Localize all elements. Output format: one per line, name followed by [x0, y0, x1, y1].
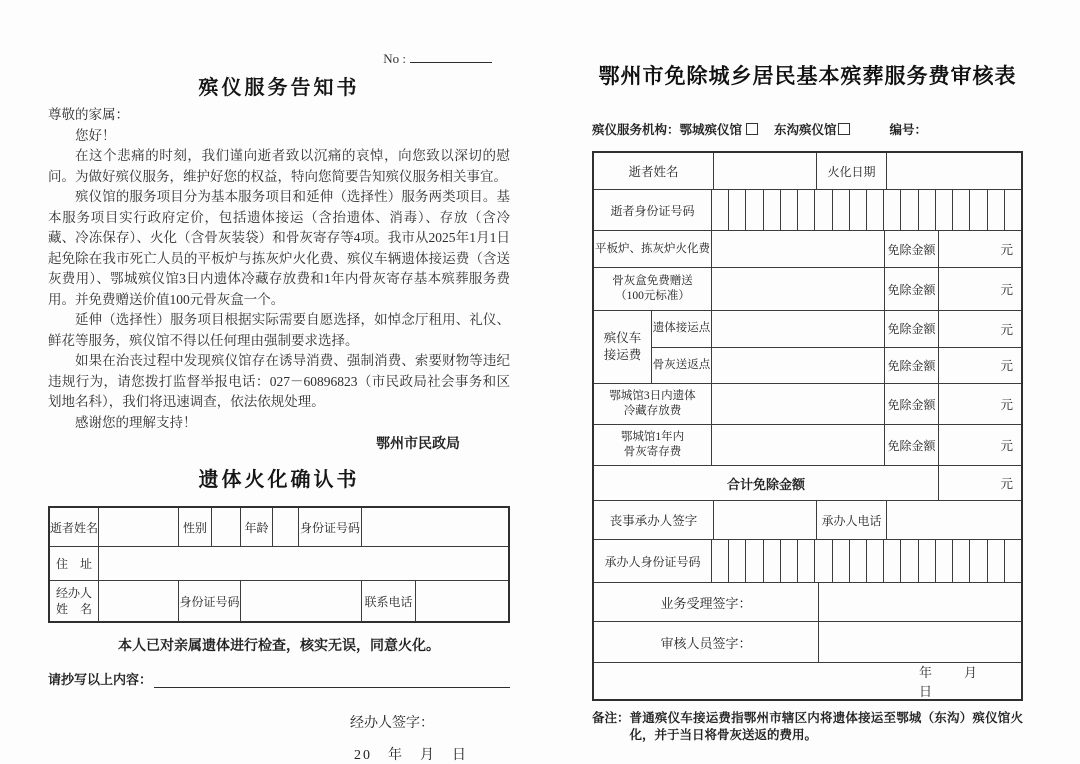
- id-digit-cell[interactable]: [781, 540, 798, 582]
- exempt-amount-label: 免除金额: [885, 348, 939, 384]
- urn-gift-label: [594, 268, 712, 310]
- cremation-date-cell[interactable]: [887, 153, 1021, 189]
- fee-blank-cell[interactable]: [712, 425, 885, 465]
- acceptance-sign-label: 业务受理签字：: [594, 583, 819, 621]
- id-digit-cell[interactable]: [712, 540, 729, 582]
- copy-content-label: 请抄写以上内容：: [48, 672, 153, 687]
- doc-number-blank[interactable]: [410, 50, 492, 63]
- id-digit-cell[interactable]: [884, 540, 901, 582]
- undertaker-sign-label: 丧事承办人签字: [594, 501, 714, 539]
- id-digit-cell[interactable]: [919, 540, 936, 582]
- fee-row: [594, 384, 1021, 425]
- reviewer-sign-cell[interactable]: [819, 622, 1021, 662]
- table-row: [50, 508, 508, 547]
- fee-row: [594, 231, 1021, 268]
- id-digit-cell[interactable]: [867, 540, 884, 582]
- id-number-label: 身份证号码: [299, 508, 362, 546]
- table-row: [594, 190, 1021, 231]
- transport-fee-rows: [594, 311, 1021, 384]
- fee-blank-cell[interactable]: [712, 348, 885, 384]
- notice-paragraph: 殡仪馆的服务项目分为基本服务项目和延伸（选择性）服务两类项目。基本服务项目实行政府定价，包括遗体接运（含抬遗体、消毒）、存放（含冷藏、冷冻保存）、火化（含骨灰装袋）和骨灰寄存等4项。我市从2025年1月1日起免除在我市死亡人员的平板炉与拣灰炉火化费、殡仪车辆遗体接运费（含送灰费用）、鄂城殡仪馆3日内遗体冷藏存放费和1年内骨灰寄存基本殡葬服务费用。并免费赠送价值100元骨灰盒一个。: [48, 189, 510, 307]
- id-digit-cell[interactable]: [919, 190, 936, 230]
- fee-label-line1: 鄂城馆3日内遗体: [609, 390, 696, 403]
- review-page: [540, 0, 1080, 764]
- hearse-label-line1: 殡仪车: [603, 330, 642, 345]
- id-digit-cell[interactable]: [781, 190, 798, 230]
- amount-cell[interactable]: [939, 384, 1021, 424]
- id-digit-cell[interactable]: [901, 190, 918, 230]
- yuan-unit: 元: [1000, 243, 1013, 257]
- review-table: [592, 151, 1023, 701]
- fee-label-line2: 冷藏存放费: [623, 405, 682, 417]
- notice-title: 殡仪服务告知书: [198, 77, 360, 99]
- ashes-return-label: 骨灰送返点: [652, 348, 712, 384]
- fee-row: [594, 425, 1021, 466]
- fee-blank-cell[interactable]: [712, 268, 885, 310]
- table-row: [50, 547, 508, 581]
- remark: [592, 710, 1023, 744]
- deceased-name-label: 逝者姓名: [50, 508, 99, 546]
- amount-cell[interactable]: [939, 311, 1021, 347]
- id-digit-cell[interactable]: [729, 190, 746, 230]
- id-digit-cell[interactable]: [764, 190, 781, 230]
- exempt-amount-label: 免除金额: [885, 384, 939, 424]
- id-digit-cell[interactable]: [815, 540, 832, 582]
- gender-cell[interactable]: [212, 508, 241, 546]
- handler-label-line1: 经办人: [55, 585, 92, 600]
- cold-storage-fee-label: [594, 384, 712, 424]
- id-digit-cell[interactable]: [988, 540, 1005, 582]
- remark-text: 普通殡仪车接运费指鄂州市辖区内将遗体接运至鄂城（东沟）殡仪馆火化，并于当日将骨灰送返的费用。: [629, 711, 1023, 742]
- deceased-name-cell[interactable]: [99, 508, 179, 546]
- notice-paragraph: 如果在治丧过程中发现殡仪馆存在诱导消费、强制消费、索要财物等违纪违规行为，请您拨打监督举报电话：027－60896823（市民政局社会事务和区划地名科），我们将迅速调查，依法依规处理。: [48, 353, 510, 409]
- id-digit-cell[interactable]: [764, 540, 781, 582]
- total-amount-cell[interactable]: [939, 466, 1021, 500]
- acceptance-sign-cell[interactable]: [819, 583, 1021, 621]
- fee-row: [652, 348, 1021, 384]
- id-digit-cell[interactable]: [798, 190, 815, 230]
- remark-label: 备注：: [592, 711, 630, 725]
- table-row: [594, 501, 1021, 540]
- id-digit-cell[interactable]: [798, 540, 815, 582]
- id-digit-cell[interactable]: [833, 190, 850, 230]
- copy-content-line: [48, 669, 510, 688]
- undertaker-phone-cell[interactable]: [887, 501, 1021, 539]
- handler-sign-label: 经办人签字：: [350, 716, 434, 731]
- doc-number-label: No :: [383, 51, 406, 66]
- org-label: 殡仪服务机构：: [592, 123, 680, 137]
- undertaker-id-label: 承办人身份证号码: [594, 540, 712, 582]
- id-digit-cell[interactable]: [850, 540, 867, 582]
- table-row: [50, 581, 508, 621]
- cremation-date-label: 火化日期: [817, 153, 887, 189]
- fee-label-line2: 骨灰寄存费: [623, 446, 682, 458]
- phone-cell[interactable]: [416, 581, 508, 621]
- id-number-cell[interactable]: [362, 508, 508, 546]
- hearse-label-line2: 接运费: [603, 348, 642, 362]
- address-cell[interactable]: [99, 547, 508, 580]
- fee-row: [594, 268, 1021, 311]
- amount-cell[interactable]: [939, 425, 1021, 465]
- phone-label: 联系电话: [362, 581, 416, 621]
- deceased-id-digit-cells: [712, 190, 1021, 230]
- total-exempt-label: 合计免除金额: [594, 466, 939, 500]
- id-digit-cell[interactable]: [901, 540, 918, 582]
- id-digit-cell[interactable]: [936, 540, 953, 582]
- cremation-fee-label: [594, 231, 712, 267]
- id-digit-cell[interactable]: [953, 190, 970, 230]
- id-digit-cell[interactable]: [970, 540, 987, 582]
- review-title: 鄂州市免除城乡居民基本殡葬服务费审核表: [598, 64, 1017, 88]
- fee-label-line1: 鄂城馆1年内: [620, 431, 685, 444]
- amount-cell[interactable]: [939, 268, 1021, 310]
- id-digit-cell[interactable]: [815, 190, 832, 230]
- fee-label-line1: 平板炉、拣灰炉火化费: [595, 242, 710, 255]
- fee-row: [652, 311, 1021, 348]
- fee-label-line2: （100元标准）: [615, 290, 690, 302]
- notice-paragraph: 延伸（选择性）服务项目根据实际需要自愿选择，如悼念厅租用、礼仪、鲜花等服务，殡仪馆不得以任何理由强制要求选择。: [48, 312, 510, 348]
- id-digit-cell[interactable]: [884, 190, 901, 230]
- amount-cell[interactable]: [939, 348, 1021, 384]
- table-row: [594, 583, 1021, 622]
- id-digit-cell[interactable]: [936, 190, 953, 230]
- notice-paragraph: 感谢您的理解支持！: [75, 414, 197, 430]
- address-label: 住 址: [50, 547, 99, 580]
- reviewer-sign-label: 审核人员签字：: [594, 622, 819, 662]
- fee-blank-cell[interactable]: [712, 311, 885, 347]
- deceased-name-label: 逝者姓名: [594, 153, 714, 189]
- table-row: [594, 622, 1021, 663]
- confirmation-statement: 本人已对亲属遗体进行检查，核实无误，同意火化。: [118, 639, 440, 654]
- handler-name-label: [50, 581, 99, 621]
- handler-id-label: 身份证号码: [179, 581, 241, 621]
- body-pickup-label: 遗体接运点: [652, 311, 712, 347]
- id-digit-cell[interactable]: [867, 190, 884, 230]
- transport-subrows: [652, 311, 1021, 383]
- id-digit-cell[interactable]: [1005, 540, 1021, 582]
- amount-cell[interactable]: [939, 231, 1021, 267]
- greeting: 您好！: [75, 127, 116, 143]
- id-digit-cell[interactable]: [970, 190, 987, 230]
- deceased-name-cell[interactable]: [714, 153, 817, 189]
- age-label: 年龄: [241, 508, 273, 546]
- yuan-unit: 元: [1000, 322, 1013, 337]
- yuan-unit: 元: [1000, 283, 1013, 297]
- confirmation-table: [48, 506, 510, 623]
- copy-content-blank[interactable]: [154, 673, 510, 688]
- undertaker-phone-label: 承办人电话: [817, 501, 887, 539]
- undertaker-sign-cell[interactable]: [714, 501, 817, 539]
- id-digit-cell[interactable]: [1005, 190, 1021, 230]
- handler-label-line2: 姓 名: [55, 602, 92, 616]
- confirmation-title: 遗体火化确认书: [198, 469, 360, 491]
- id-digit-cell[interactable]: [746, 540, 763, 582]
- fee-label-line1: 骨灰盒免费赠送: [612, 275, 693, 288]
- issuer-signature: 鄂州市民政局: [376, 435, 460, 451]
- id-digit-cell[interactable]: [746, 190, 763, 230]
- org-option-echeng: 鄂城殡仪馆: [679, 123, 743, 137]
- echeng-checkbox[interactable]: [746, 123, 758, 135]
- id-digit-cell[interactable]: [850, 190, 867, 230]
- yuan-unit: 元: [1000, 439, 1013, 453]
- deceased-id-label: 逝者身份证号码: [594, 190, 712, 230]
- id-digit-cell[interactable]: [833, 540, 850, 582]
- gender-label: 性别: [179, 508, 212, 546]
- notice-body: [48, 105, 510, 433]
- fee-blank-cell[interactable]: [712, 384, 885, 424]
- org-option-donggou: 东沟殡仪馆: [774, 123, 837, 137]
- org-line: [592, 120, 1023, 138]
- exempt-amount-label: 免除金额: [885, 268, 939, 310]
- age-cell[interactable]: [273, 508, 299, 546]
- id-digit-cell[interactable]: [988, 190, 1005, 230]
- table-row: [594, 540, 1021, 583]
- yuan-unit: 元: [1000, 359, 1013, 374]
- confirmation-date-line: 20 年 月 日: [354, 748, 468, 763]
- table-row: [594, 153, 1021, 190]
- date-row: [594, 663, 1021, 699]
- id-digit-cell[interactable]: [729, 540, 746, 582]
- ashes-storage-fee-label: [594, 425, 712, 465]
- yuan-unit: 元: [1000, 398, 1013, 412]
- exempt-amount-label: 免除金额: [885, 311, 939, 347]
- exempt-amount-label: 免除金额: [885, 425, 939, 465]
- doc-number-line: [48, 50, 510, 67]
- handler-id-cell[interactable]: [241, 581, 362, 621]
- exempt-amount-label: 免除金额: [885, 231, 939, 267]
- yuan-unit: 元: [1000, 477, 1013, 491]
- fee-blank-cell[interactable]: [712, 231, 885, 267]
- serial-number-label: 编号：: [889, 123, 928, 137]
- handler-name-cell[interactable]: [99, 581, 179, 621]
- notice-paragraph: 在这个悲痛的时刻，我们谨向逝者致以沉痛的哀悼，向您致以深切的慰问。为做好殡仪服务，维护好您的权益，特向您简要告知殡仪服务相关事宜。: [48, 148, 510, 184]
- hearse-fee-label: [594, 311, 652, 383]
- salutation: 尊敬的家属：: [48, 107, 129, 122]
- id-digit-cell[interactable]: [712, 190, 729, 230]
- id-digit-cell[interactable]: [953, 540, 970, 582]
- undertaker-id-digit-cells: [712, 540, 1021, 582]
- total-row: [594, 466, 1021, 501]
- donggou-checkbox[interactable]: [838, 123, 850, 135]
- review-date-line: 年 月 日: [919, 665, 1010, 699]
